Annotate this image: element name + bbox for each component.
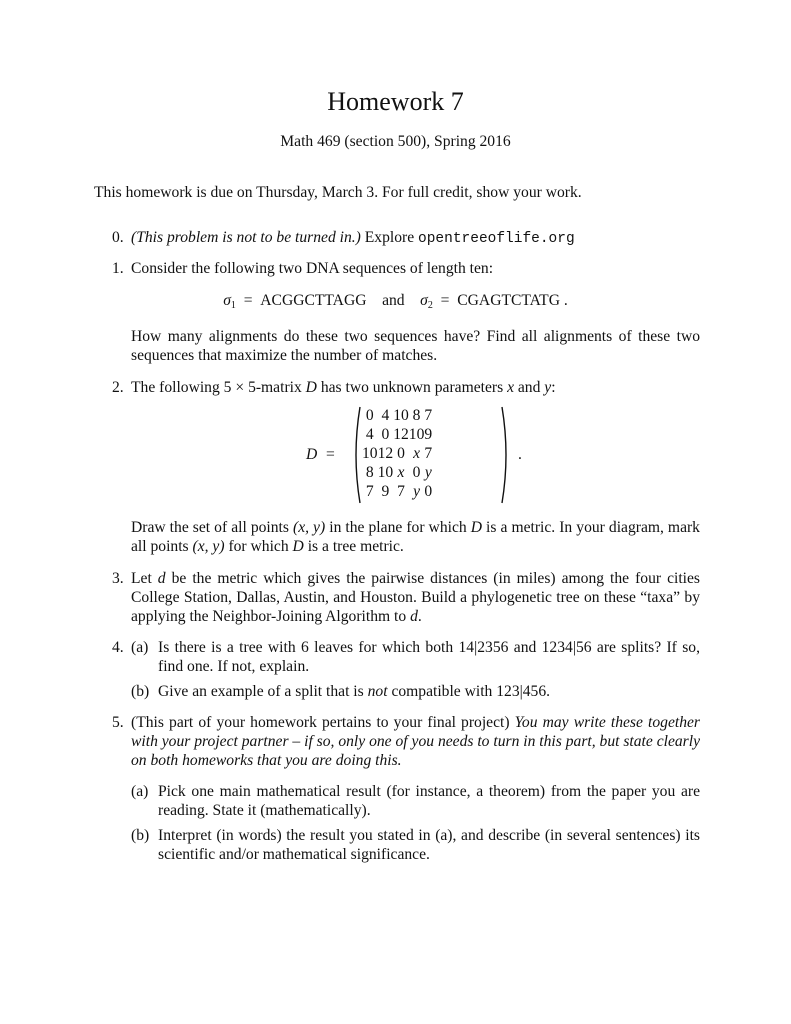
matrix-row	[362, 482, 432, 501]
problem-text: Explore	[360, 229, 419, 246]
problem-text: Consider the following two DNA sequences of length ten:	[131, 260, 494, 277]
matrix-cell: 9	[424, 426, 433, 443]
matrix-row	[362, 406, 432, 425]
equals-sign: =	[440, 292, 450, 309]
problem-text: The following 5 × 5-matrix D has two unknown parameters x and y:	[131, 379, 556, 396]
equals-sign: =	[326, 446, 335, 463]
subscript: 1	[230, 300, 236, 311]
subpart-label: (a)	[131, 639, 149, 656]
problem-number: 5.	[112, 714, 124, 731]
problem-number: 2.	[112, 379, 124, 396]
subpart-text: Give an example of a split that is not compatible with 123|456.	[158, 683, 551, 700]
problem-text: Let d be the metric which gives the pairwise distances (in miles) among the four cities College Station, Dallas, Austin, and Houston. Build a phylogenetic tree on these “taxa” by applying the Neighbor-Joining Algorithm to d.	[131, 570, 700, 625]
subpart-text: Interpret (in words) the result you stated in (a), and describe (in several sentences) its scientific and/or mathematical significance.	[158, 827, 700, 863]
dna-sequences	[0, 291, 791, 315]
matrix-cell: 7	[424, 445, 433, 462]
right-paren-icon	[500, 405, 512, 505]
subscript: 2	[427, 300, 433, 311]
matrix-cell: 7	[397, 483, 405, 500]
period: .	[563, 292, 568, 309]
matrix-cell: 12	[377, 445, 394, 462]
problem-2	[94, 378, 700, 397]
problem-note: (This problem is not to be turned in.)	[131, 229, 361, 246]
sigma-2-symbol: σ	[420, 292, 428, 309]
problem-2-task: Draw the set of all points (x, y) in the plane for which D is a metric. In your diagram, mark all points (x, y) for which D is a tree metric.	[131, 519, 700, 555]
matrix-cell: x	[413, 445, 421, 462]
matrix-cell: 9	[381, 483, 390, 500]
course-subtitle: Math 469 (section 500), Spring 2016	[280, 133, 511, 150]
matrix-cell: 10	[408, 426, 425, 443]
sequence-2: CGAGTCTATG	[457, 292, 560, 309]
period: .	[518, 446, 522, 463]
subpart-text: Pick one main mathematical result (for instance, a theorem) from the paper you are reading. State it (mathematically).	[158, 783, 700, 819]
problem-number: 1.	[112, 260, 124, 277]
left-paren-icon	[350, 405, 362, 505]
problem-text: (This part of your homework pertains to your final project) You may write these together with your project partner – if so, only one of you needs to turn in this part, but state clearly on both homeworks that you are doing this.	[131, 714, 700, 769]
opentree-link[interactable]: opentreeoflife.org	[418, 231, 575, 247]
problem-5	[94, 713, 700, 770]
subpart-label: (a)	[131, 783, 149, 800]
problem-3	[94, 569, 700, 626]
matrix-cell: 0	[381, 426, 390, 443]
matrix-cell: 10	[362, 445, 378, 462]
problem-number: 4.	[112, 639, 124, 656]
matrix-cell: x	[397, 464, 405, 481]
matrix-row	[362, 425, 432, 444]
subpart-label: (b)	[131, 683, 150, 700]
matrix-cell: 4	[381, 407, 390, 424]
matrix-cell: 12	[393, 426, 409, 443]
problem-number: 3.	[112, 570, 124, 587]
problem-1	[94, 259, 700, 278]
matrix-cell: 8	[412, 407, 421, 424]
matrix-cell: 10	[377, 464, 394, 481]
sequence-1: ACGGCTTAGG	[260, 292, 367, 309]
subpart-text: Is there is a tree with 6 leaves for which both 14|2356 and 1234|56 are splits? If so, find one. If not, explain.	[158, 639, 700, 675]
intro-text: This homework is due on Thursday, March 3. For full credit, show your work.	[94, 184, 582, 201]
matrix-cell: 8	[365, 464, 374, 481]
matrix-cell: 7	[365, 483, 374, 500]
problem-number: 0.	[112, 229, 124, 246]
problem-4b	[131, 682, 700, 701]
matrix-row	[362, 444, 432, 463]
matrix-cell: 7	[424, 407, 433, 424]
sigma-1-symbol: σ	[223, 292, 231, 309]
equals-sign: =	[243, 292, 253, 309]
matrix-cell: 0	[424, 483, 433, 500]
matrix-cell: 10	[393, 407, 409, 424]
problem-1-question: How many alignments do these two sequences have? Find all alignments of these two sequences that maximize the number of matches.	[131, 328, 700, 364]
problem-4a	[131, 638, 700, 676]
problem-5b	[131, 826, 700, 864]
page-title: Homework 7	[327, 87, 464, 116]
matrix-table	[362, 406, 432, 501]
matrix-cell: 0	[397, 445, 405, 462]
problem-5a	[131, 782, 700, 820]
matrix-cell: 4	[365, 426, 374, 443]
matrix-row	[362, 463, 432, 482]
subpart-label: (b)	[131, 827, 150, 844]
matrix-cell: y	[424, 464, 432, 481]
and-word: and	[382, 292, 405, 309]
problem-0	[94, 228, 700, 249]
matrix-label: D	[306, 446, 318, 463]
matrix-cell: 0	[365, 407, 374, 424]
matrix-cell: y	[413, 483, 421, 500]
matrix-cell: 0	[412, 464, 421, 481]
